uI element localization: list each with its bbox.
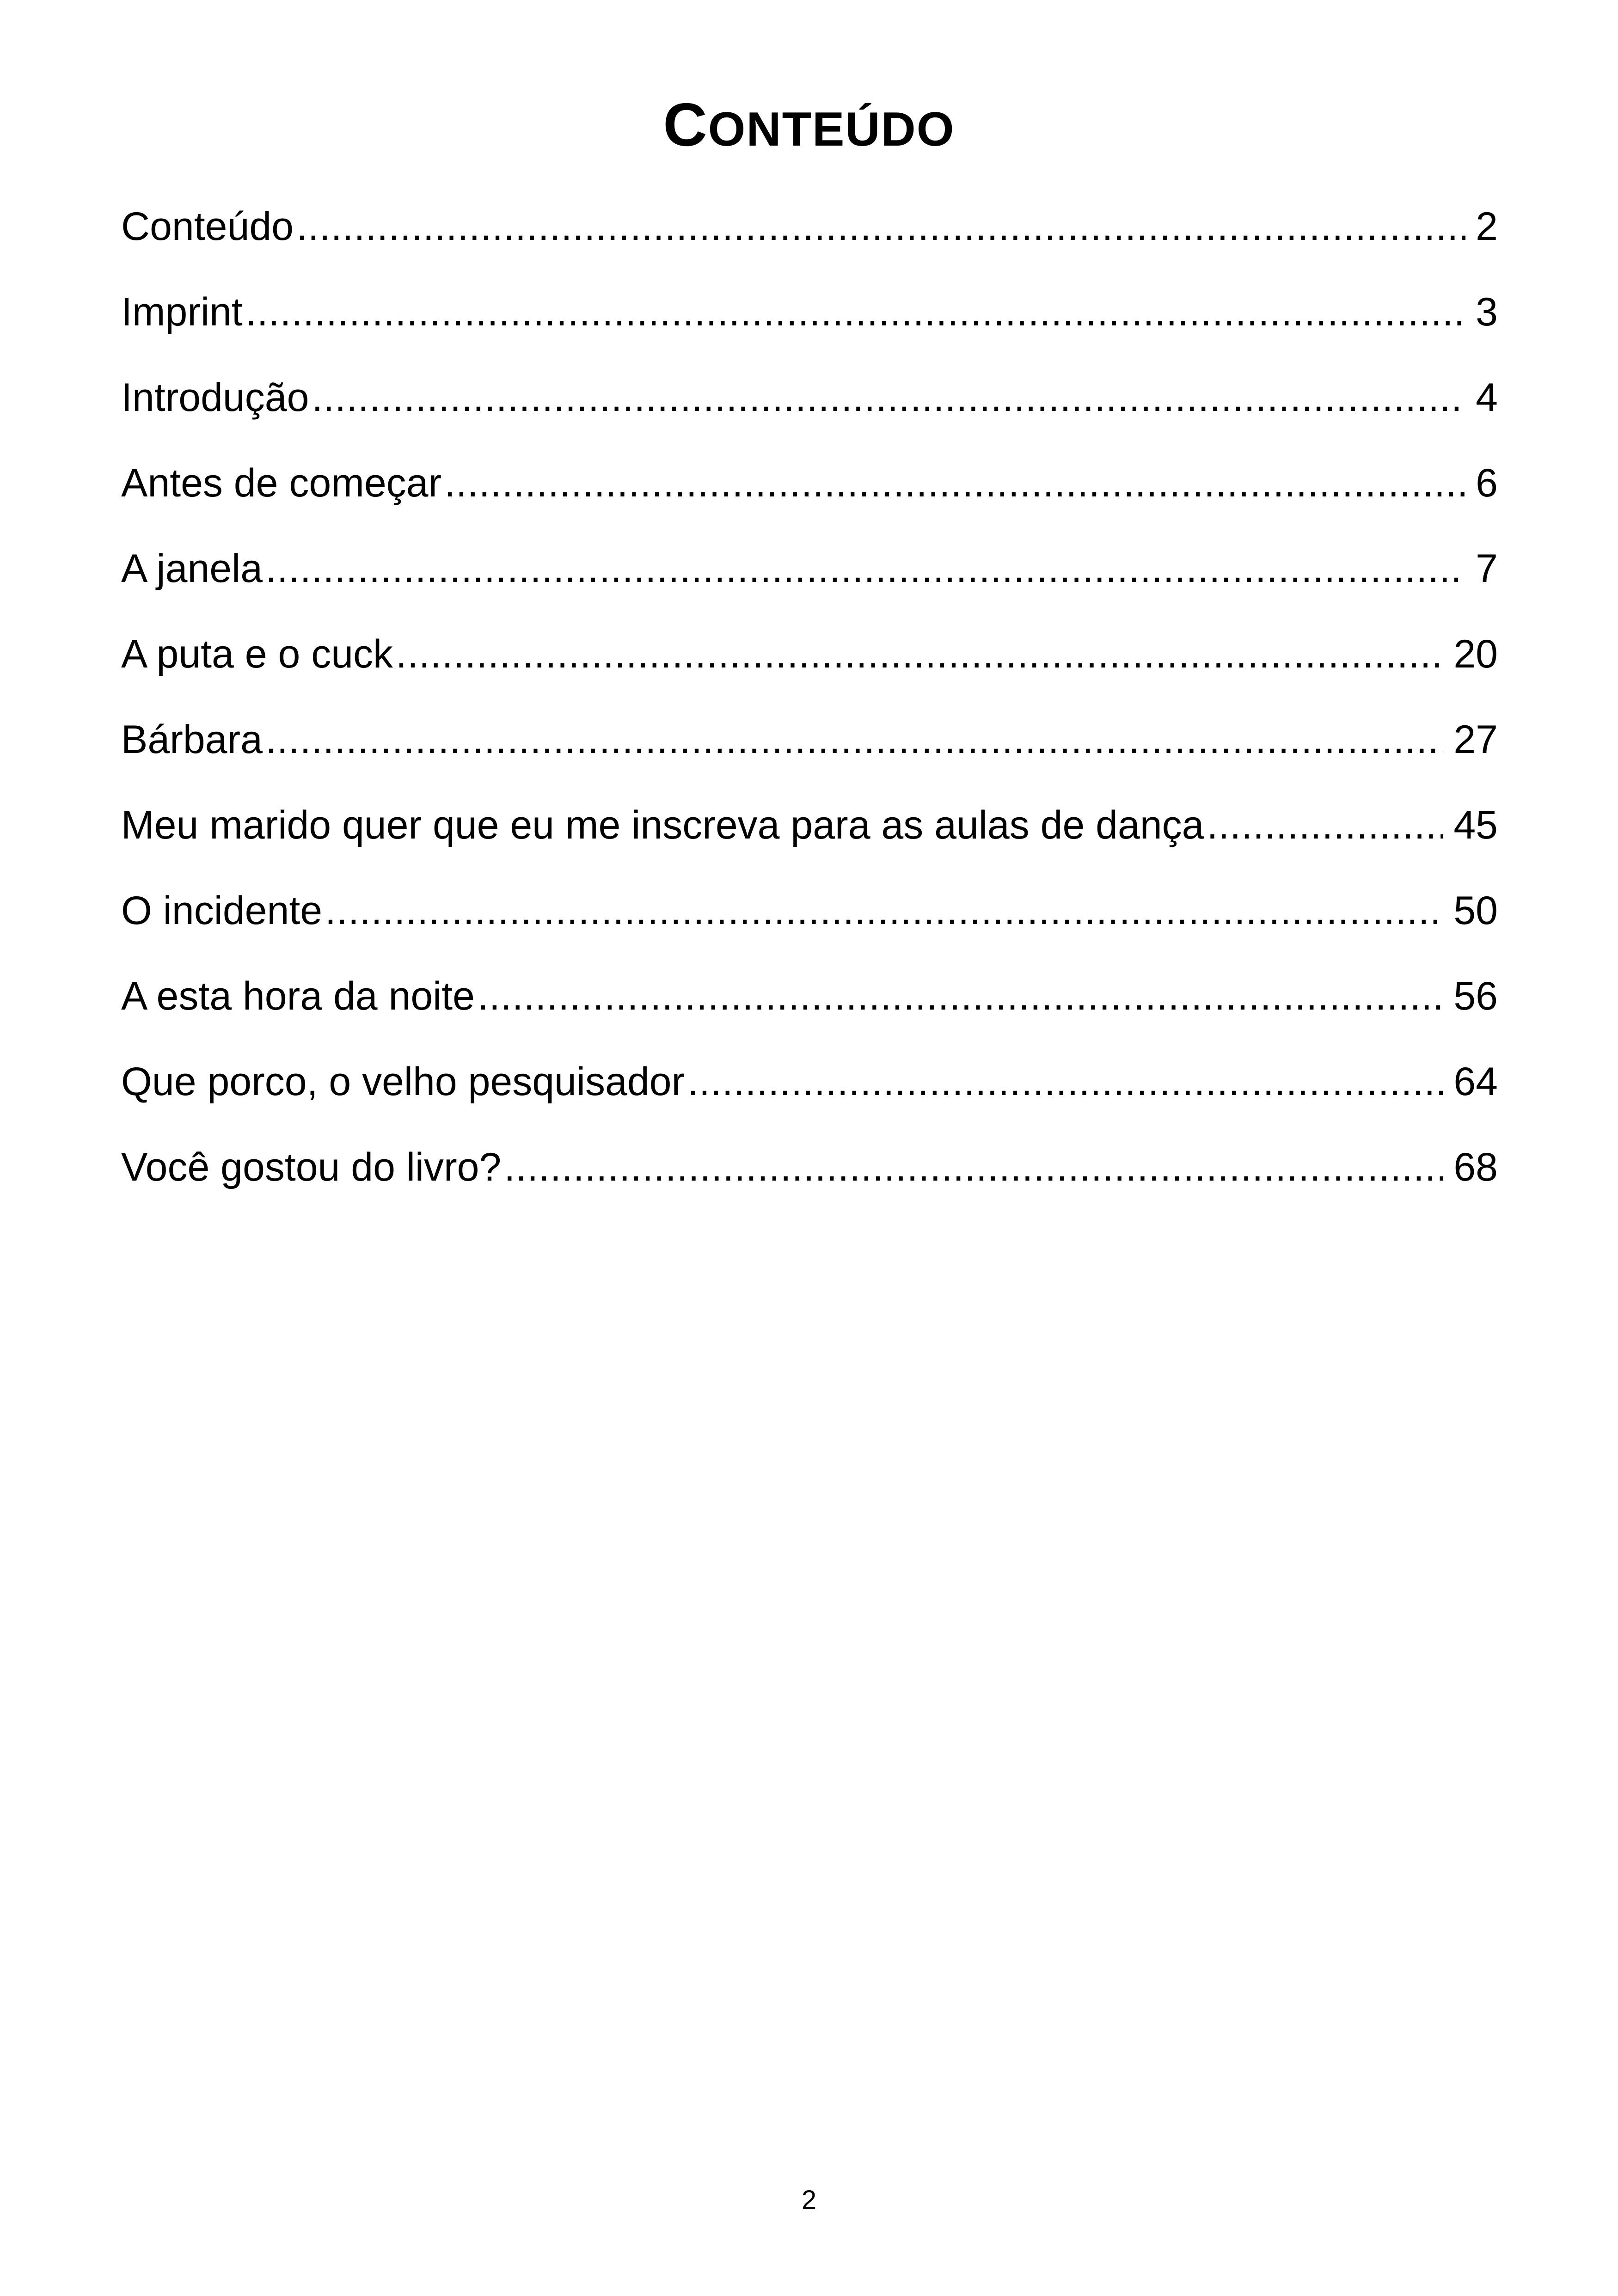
- toc-entry-title: A puta e o cuck: [121, 632, 393, 676]
- toc-entry-page: 50: [1453, 888, 1498, 933]
- toc-leader-dots: [687, 1054, 1443, 1109]
- toc-entry-title: A janela: [121, 546, 263, 591]
- toc-entry[interactable]: [121, 883, 1498, 968]
- page-number: 2: [801, 2185, 817, 2215]
- toc-entry-page: 27: [1453, 717, 1498, 762]
- toc-entry[interactable]: [121, 797, 1498, 883]
- title-rest: ONTEÚDO: [708, 103, 955, 156]
- toc-leader-dots: [245, 284, 1465, 340]
- toc-entry-page: 7: [1476, 546, 1498, 591]
- toc-leader-dots: [265, 541, 1465, 596]
- toc-entry-page: 56: [1453, 974, 1498, 1018]
- toc-entry-title: Introdução: [121, 375, 309, 420]
- toc-leader-dots: [265, 712, 1443, 767]
- toc-entry-page: 2: [1476, 204, 1498, 249]
- toc-entry-title: Bárbara: [121, 717, 263, 762]
- toc-entry-title: Conteúdo: [121, 204, 294, 249]
- toc-leader-dots: [312, 370, 1465, 425]
- toc-leader-dots: [504, 1139, 1443, 1195]
- toc-entry[interactable]: [121, 1054, 1498, 1139]
- toc-entry-page: 20: [1453, 632, 1498, 676]
- toc-entry[interactable]: [121, 712, 1498, 797]
- toc-entry[interactable]: [121, 968, 1498, 1054]
- toc-leader-dots: [296, 199, 1465, 254]
- toc-entry-page: 68: [1453, 1145, 1498, 1189]
- toc-entry-title: Meu marido quer que eu me inscreva para as aulas de dança: [121, 803, 1204, 847]
- toc-entry-title: Antes de começar: [121, 461, 442, 505]
- toc-entry[interactable]: [121, 541, 1498, 626]
- toc-entry-title: Que porco, o velho pesquisador: [121, 1059, 685, 1104]
- toc-entry-page: 3: [1476, 290, 1498, 334]
- toc-entry[interactable]: [121, 199, 1498, 284]
- toc-leader-dots: [1207, 797, 1444, 853]
- toc-leader-dots: [396, 626, 1443, 682]
- toc-entry[interactable]: [121, 1139, 1498, 1225]
- toc-entry-page: 45: [1453, 803, 1498, 847]
- table-of-contents: [121, 199, 1498, 1225]
- toc-entry[interactable]: [121, 284, 1498, 370]
- toc-leader-dots: [444, 455, 1465, 511]
- toc-entry[interactable]: [121, 626, 1498, 712]
- toc-entry-page: 64: [1453, 1059, 1498, 1104]
- toc-entry[interactable]: [121, 455, 1498, 541]
- page-title: [0, 88, 1618, 166]
- toc-entry-page: 4: [1476, 375, 1498, 420]
- toc-entry-title: A esta hora da noite: [121, 974, 475, 1018]
- toc-entry-title: Você gostou do livro?: [121, 1145, 502, 1189]
- toc-entry-page: 6: [1476, 461, 1498, 505]
- toc-entry-title: Imprint: [121, 290, 243, 334]
- toc-leader-dots: [478, 968, 1443, 1024]
- toc-leader-dots: [325, 883, 1443, 938]
- toc-entry[interactable]: [121, 370, 1498, 455]
- toc-entry-title: O incidente: [121, 888, 323, 933]
- title-first-letter: C: [663, 91, 708, 159]
